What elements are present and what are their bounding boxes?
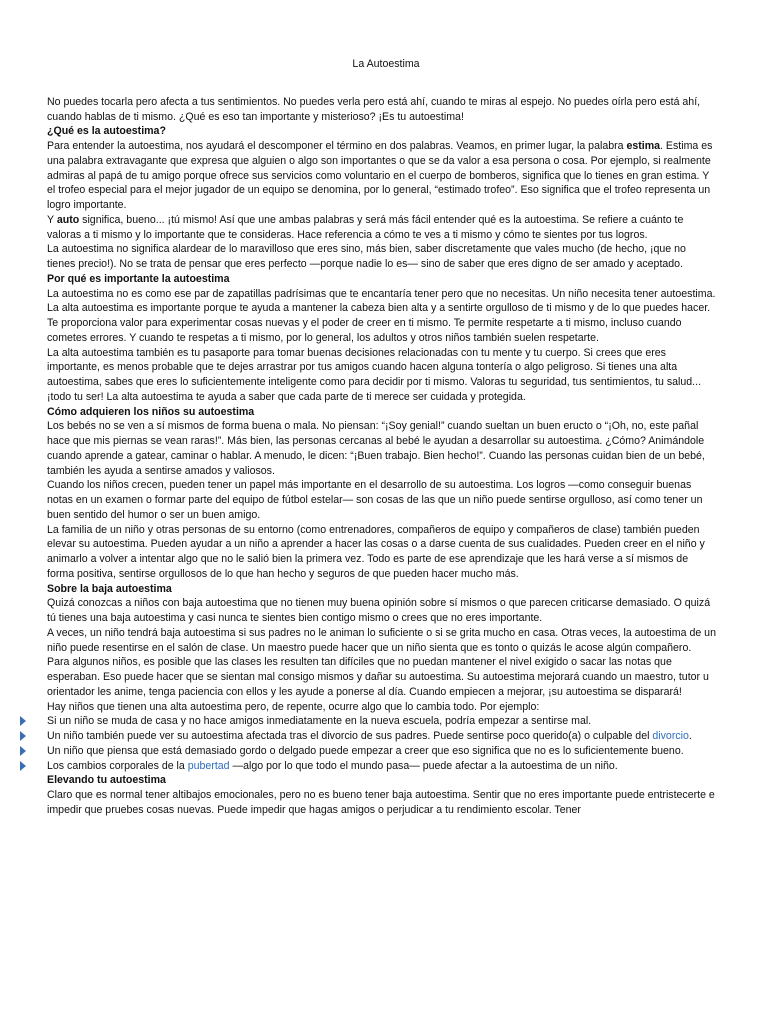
paragraph-familia: La familia de un niño y otras personas de su entorno (como entrenadores, compañeros de equipo y compañeros de clase) también pueden elevar su autoestima. Pueden ayudar a un niño a aprender a hacer las cosas o a darse cuenta de sus cualidades. Pueden creer en el niño y animarlo a volver a intentar algo que no le salió bien la primera vez. Todo es parte de ese aprendizaje que les hará verse a sí mismos de forma positiva, sentirse orgullosos de lo que han hecho y seguros de que pueden hacer mucho más. <box>47 523 705 580</box>
paragraph-crecen: Cuando los niños crecen, pueden tener un papel más importante en el desarrollo de su autoestima. Los logros —como conseguir buenas notas en un examen o formar parte del equipo de fútbol estelar— son cosas de las que un niño puede sentirse orgulloso, así como tener un buen sentido del humor o ser un buen amigo. <box>47 479 703 521</box>
paragraph-bebes: Los bebés no se ven a sí mismos de forma buena o mala. No piensan: “¡Soy genial!” cuando sueltan un buen eructo o “¡Oh, no, este pañal hace que mis piernas se vean raras!”. Más bien, las personas cercanas al bebé le ayudan a desarrollar su autoestima. ¿Cómo? Animándole cuando aprende a gatear, caminar o hablar. A menudo, le dicen: “¡Buen trabajo. Bien hecho!”. Cuando las personas cuidan bien de un bebé, también les ayuda a sentirse amados y valiosos. <box>47 420 705 477</box>
list-item: Los cambios corporales de la pubertad —algo por lo que todo el mundo pasa— puede afectar a la autoestima de un niño. <box>47 759 717 774</box>
heading-baja-autoestima: Sobre la baja autoestima <box>47 582 172 595</box>
heading-importante: Por qué es importante la autoestima <box>47 272 230 285</box>
paragraph-ejemplo: Hay niños que tienen una alta autoestima pero, de repente, ocurre algo que lo cambia todo. Por ejemplo: <box>47 700 540 713</box>
paragraph-clases: Para algunos niños, es posible que las clases les resulten tan difíciles que no puedan mantener el nivel exigido o sacar las notas que esperaban. Eso puede hacer que se sientan mal consigo mismos y dañar su autoestima. Su autoestima mejorará cuando un maestro, tutor u orientador les anime, tenga paciencia con ellos y les ayude a ponerse al día. Cuando empiecen a mejorar, ¡su autoestima se disparará! <box>47 656 709 698</box>
paragraph-altibajos: Claro que es normal tener altibajos emocionales, pero no es bueno tener baja autoestima. Sentir que no eres importante puede entristecerte e impedir que pruebes cosas nuevas. Puede impedir que hagas amigos o perjudicar a tu rendimiento escolar. Tener <box>47 789 715 816</box>
pubertad-link[interactable]: pubertad <box>187 759 230 772</box>
paragraph-intro: No puedes tocarla pero afecta a tus sentimientos. No puedes verla pero está ahí, cuando te miras al espejo. No puedes oírla pero está ahí, cuando hablas de ti mismo. ¿Qué es eso tan importante y misterioso? ¡Es tu autoestima! <box>47 95 701 123</box>
paragraph-estima: Para entender la autoestima, nos ayudará el descomponer el término en dos palabras. Veamos, en primer lugar, la palabra estima. Estima es una palabra extravagante que expresa que alguien o algo son importantes o que se da valor a esa persona o cosa. Por ejemplo, si realmente admiras al papá de tu amigo porque ofrece sus servicios como voluntario en el cuerpo de bomberos, significa que lo tienes en gran estima. Y el trofeo especial para el mejor jugador de un equipo se denomina, por lo general, “estimado trofeo”. Eso significa que el trofeo representa un logro importante. <box>47 140 713 211</box>
list-item: Un niño que piensa que está demasiado gordo o delgado puede empezar a creer que eso significa que no es lo suficientemente bueno. <box>47 744 717 759</box>
paragraph-quiza: Quizá conozcas a niños con baja autoestima que no tienen muy buena opinión sobre sí mismos o que parecen criticarse demasiado. O quizá tú tienes una baja autoestima y casi nunca te sientes bien contigo mismo o crees que no eres importante. <box>47 597 711 624</box>
paragraph-alardear: La autoestima no significa alardear de lo maravilloso que eres sino, más bien, saber discretamente que vales mucho (de hecho, ¡que no tienes precio!). No se trata de pensar que eres perfecto —porque nadie lo es— sino de saber que eres digno de ser amado y aceptado. <box>47 243 686 270</box>
paragraph-zapatillas: La autoestima no es como ese par de zapatillas padrísimas que te encantaría tener pero que no necesitas. Un niño necesita tener autoestima. La alta autoestima es importante porque te ayuda a mantener la cabeza bien alta y a sentirte orgulloso de ti mismo y de lo que puedes hacer. Te proporciona valor para experimentar cosas nuevas y el poder de creer en ti mismo. Te permite respetarte a ti mismo, incluso cuando cometes errores. Y cuando te respetas a ti mismo, por lo general, los adultos y otros niños también suelen respetarte. <box>47 287 716 344</box>
list-item: Un niño también puede ver su autoestima afectada tras el divorcio de sus padres. Puede sentirse poco querido(a) o culpable del divorcio. <box>47 729 717 744</box>
term-auto: auto <box>56 213 80 226</box>
paragraph-pasaporte: La alta autoestima también es tu pasaporte para tomar buenas decisiones relacionadas con tu mente y tu cuerpo. Si crees que eres importante, es menos probable que te dejes arrastrar por tus amigos cuando hacen alguna tontería o algo peligroso. Si tienes una alta autoestima, sabes que eres lo suficientemente inteligente como para decidir por ti mismo. Valoras tu seguridad, tus sentimientos, tu salud... ¡todo tu ser! La alta autoestima te ayuda a saber que cada parte de ti merece ser cuidada y protegida. <box>47 346 702 403</box>
bullet-arrow-icon <box>20 731 26 741</box>
example-list <box>47 714 717 773</box>
bullet-arrow-icon <box>20 746 26 756</box>
divorcio-link[interactable]: divorcio <box>652 730 689 742</box>
heading-como-adquieren: Cómo adquieren los niños su autoestima <box>47 405 255 418</box>
bullet-arrow-icon <box>20 716 26 726</box>
heading-que-es: ¿Qué es la autoestima? <box>47 125 166 138</box>
document-page <box>47 57 717 818</box>
paragraph-auto: Y auto significa, bueno... ¡tú mismo! Así que une ambas palabras y será más fácil entender qué es la autoestima. Se refiere a cuánto te valoras a ti mismo y lo importante que te consideras. Hace referencia a cómo te ves a ti mismo y cómo te sientes por tus logros. <box>47 213 684 241</box>
bullet-arrow-icon <box>20 761 26 771</box>
list-item: Si un niño se muda de casa y no hace amigos inmediatamente en la nueva escuela, podría empezar a sentirse mal. <box>47 714 717 729</box>
heading-elevando: Elevando tu autoestima <box>47 774 166 787</box>
term-estima: estima <box>626 140 661 152</box>
page-title: La Autoestima <box>352 58 420 70</box>
paragraph-a-veces: A veces, un niño tendrá baja autoestima si sus padres no le animan lo suficiente o si se grita mucho en casa. Otras veces, la autoestima de un niño puede resentirse en el salón de clase. Un maestro puede hacer que un niño sienta que es tonto o quizás le acose algún compañero. <box>47 626 716 654</box>
